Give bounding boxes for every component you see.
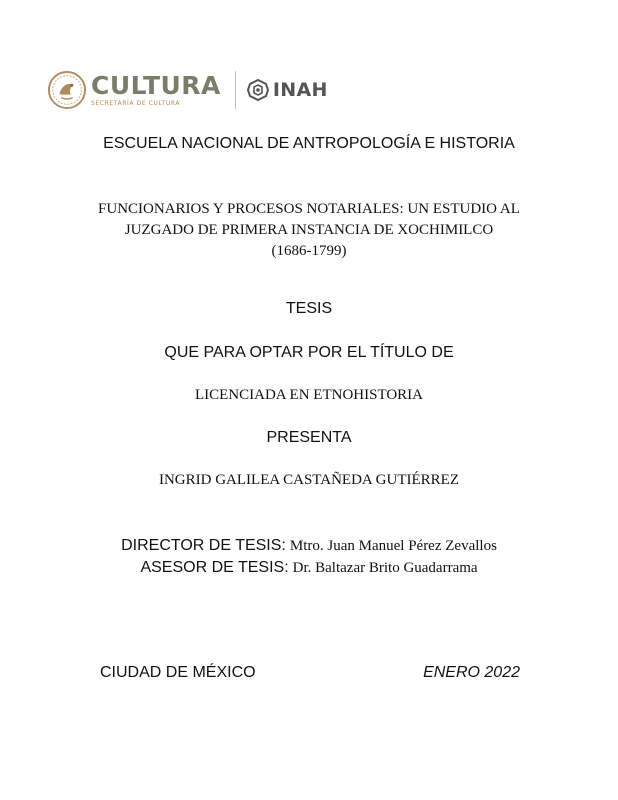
degree-intro: QUE PARA OPTAR POR EL TÍTULO DE [164, 344, 454, 361]
mexico-seal-icon [48, 71, 86, 109]
thesis-title-line-2: JUZGADO DE PRIMERA INSTANCIA DE XOCHIMILCO [124, 222, 494, 238]
logo-divider [235, 71, 236, 109]
thesis-title-years: (1686-1799) [271, 243, 347, 259]
inah-glyph-icon [246, 78, 270, 102]
place: CIUDAD DE MÉXICO [100, 664, 256, 681]
cultura-subtitle: SECRETARÍA DE CULTURA [91, 99, 181, 107]
degree-name: LICENCIADA EN ETNOHISTORIA [194, 387, 424, 403]
author-name: INGRID GALILEA CASTAÑEDA GUTIÉRREZ [158, 472, 460, 488]
cultura-logo [91, 70, 221, 108]
director-name: Mtro. Juan Manuel Pérez Zevallos [289, 538, 497, 554]
cultura-wordmark: CULTURA [91, 70, 221, 100]
date: ENERO 2022 [423, 664, 520, 681]
institution-logos [48, 68, 328, 112]
director-label: DIRECTOR DE TESIS: [121, 537, 286, 554]
thesis-title [0, 199, 618, 262]
school-name: ESCUELA NACIONAL DE ANTROPOLOGÍA E HISTORIA [103, 135, 515, 152]
thesis-title-line-1: FUNCIONARIOS Y PROCESOS NOTARIALES: UN ESTUDIO AL [98, 201, 520, 217]
director-line [0, 537, 618, 555]
asesor-line [0, 559, 618, 577]
presenta-label: PRESENTA [266, 429, 352, 446]
asesor-name: Dr. Baltazar Brito Guadarrama [292, 560, 478, 576]
asesor-label: ASESOR DE TESIS: [140, 559, 289, 576]
inah-wordmark: INAH [272, 79, 328, 101]
tesis-label: TESIS [285, 300, 333, 317]
